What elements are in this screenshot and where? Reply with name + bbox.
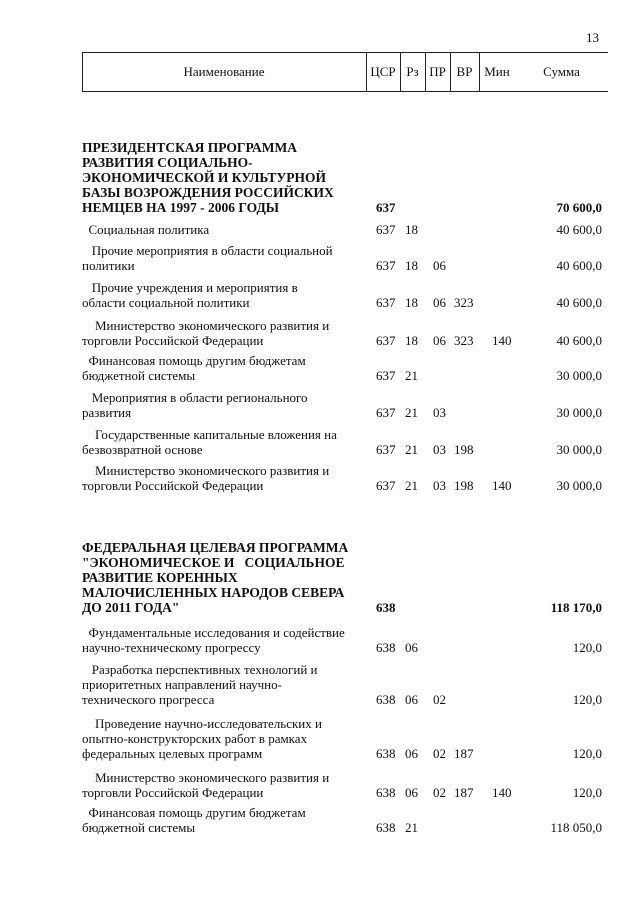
row-csr: 638 bbox=[376, 640, 396, 655]
row-name-line: технического прогресса bbox=[82, 692, 215, 707]
row-pr: 06 bbox=[433, 258, 446, 273]
row-name-line: РАЗВИТИЕ КОРЕННЫХ bbox=[82, 570, 238, 585]
row-name-line: области социальной политики bbox=[82, 295, 250, 310]
row-pr: 03 bbox=[433, 478, 446, 493]
row-csr: 637 bbox=[376, 333, 396, 348]
row-name-line: ДО 2011 ГОДА" bbox=[82, 600, 180, 615]
row-name-line: Мероприятия в области регионального bbox=[82, 390, 308, 405]
row-name-line: приоритетных направлений научно- bbox=[82, 677, 282, 692]
row-name-line: РАЗВИТИЯ СОЦИАЛЬНО- bbox=[82, 155, 253, 170]
row-name-line: Финансовая помощь другим бюджетам bbox=[82, 353, 306, 368]
row-name bbox=[82, 625, 366, 655]
row-name bbox=[82, 318, 366, 348]
row-name-line: Министерство экономического развития и bbox=[82, 770, 330, 785]
row-name-line: Прочие учреждения и мероприятия в bbox=[82, 280, 298, 295]
row-csr: 637 bbox=[376, 442, 396, 457]
row-sum: 40 600,0 bbox=[556, 295, 602, 310]
header-csr: ЦСР bbox=[370, 64, 396, 79]
row-name-line: Министерство экономического развития и bbox=[82, 463, 330, 478]
row-name bbox=[82, 390, 366, 420]
row-name-line: безвозвратной основе bbox=[82, 442, 203, 457]
row-vr: 323 bbox=[454, 333, 474, 348]
row-name bbox=[82, 243, 366, 273]
row-pr: 03 bbox=[433, 442, 446, 457]
row-name bbox=[82, 662, 366, 707]
row-rz: 21 bbox=[405, 442, 418, 457]
row-name bbox=[82, 427, 366, 457]
row-sum: 30 000,0 bbox=[556, 442, 602, 457]
row-sum: 120,0 bbox=[572, 692, 602, 707]
row-csr: 638 bbox=[376, 600, 396, 615]
row-rz: 06 bbox=[405, 692, 418, 707]
row-pr: 02 bbox=[433, 746, 446, 761]
row-vr: 198 bbox=[454, 478, 474, 493]
row-name-line: БАЗЫ ВОЗРОЖДЕНИЯ РОССИЙСКИХ bbox=[82, 185, 334, 200]
row-pr: 06 bbox=[433, 333, 446, 348]
row-sum: 30 000,0 bbox=[556, 405, 602, 420]
row-name bbox=[82, 222, 366, 237]
row-rz: 06 bbox=[405, 785, 418, 800]
row-name-line: НЕМЦЕВ НА 1997 - 2006 ГОДЫ bbox=[82, 200, 280, 215]
row-name-line: Финансовая помощь другим бюджетам bbox=[82, 805, 306, 820]
row-name-line: федеральных целевых программ bbox=[82, 746, 263, 761]
header-top-rule bbox=[82, 52, 608, 53]
row-pr: 02 bbox=[433, 785, 446, 800]
table-header bbox=[82, 52, 608, 92]
row-name-line: бюджетной системы bbox=[82, 368, 196, 383]
row-name-line: торговли Российской Федерации bbox=[82, 478, 264, 493]
row-rz: 21 bbox=[405, 405, 418, 420]
row-csr: 638 bbox=[376, 746, 396, 761]
row-name-line: бюджетной системы bbox=[82, 820, 196, 835]
header-vr: ВР bbox=[456, 64, 473, 79]
row-sum: 118 050,0 bbox=[550, 820, 602, 835]
row-csr: 637 bbox=[376, 368, 396, 383]
row-csr: 637 bbox=[376, 258, 396, 273]
row-name-line: Разработка перспективных технологий и bbox=[82, 662, 318, 677]
row-rz: 18 bbox=[405, 295, 418, 310]
row-name-line: Фундаментальные исследования и содействие bbox=[82, 625, 345, 640]
row-name bbox=[82, 463, 366, 493]
row-min: 140 bbox=[492, 478, 512, 493]
row-csr: 637 bbox=[376, 405, 396, 420]
row-name-line: ЭКОНОМИЧЕСКОЙ И КУЛЬТУРНОЙ bbox=[82, 170, 326, 185]
row-name-line: Прочие мероприятия в области социальной bbox=[82, 243, 333, 258]
row-vr: 187 bbox=[454, 746, 474, 761]
row-rz: 06 bbox=[405, 640, 418, 655]
row-sum: 40 600,0 bbox=[556, 333, 602, 348]
page-number: 13 bbox=[586, 30, 599, 45]
row-name-line: Социальная политика bbox=[82, 222, 210, 237]
row-sum: 70 600,0 bbox=[556, 200, 602, 215]
row-name-line: ФЕДЕРАЛЬНАЯ ЦЕЛЕВАЯ ПРОГРАММА bbox=[82, 540, 349, 555]
header-bottom-rule bbox=[82, 91, 608, 92]
row-name-line: политики bbox=[82, 258, 135, 273]
row-rz: 21 bbox=[405, 820, 418, 835]
row-csr: 637 bbox=[376, 478, 396, 493]
header-rz: Рз bbox=[406, 64, 419, 79]
row-name bbox=[82, 770, 366, 800]
row-name bbox=[82, 353, 366, 383]
header-name: Наименование bbox=[183, 64, 265, 79]
row-name bbox=[82, 140, 366, 215]
row-name-line: Министерство экономического развития и bbox=[82, 318, 330, 333]
row-name bbox=[82, 716, 366, 761]
row-vr: 198 bbox=[454, 442, 474, 457]
row-sum: 40 600,0 bbox=[556, 222, 602, 237]
row-csr: 638 bbox=[376, 692, 396, 707]
row-sum: 30 000,0 bbox=[556, 478, 602, 493]
row-csr: 637 bbox=[376, 295, 396, 310]
row-rz: 18 bbox=[405, 258, 418, 273]
row-rz: 21 bbox=[405, 368, 418, 383]
row-name-line: "ЭКОНОМИЧЕСКОЕ И СОЦИАЛЬНОЕ bbox=[82, 555, 345, 570]
row-name-line: МАЛОЧИСЛЕННЫХ НАРОДОВ СЕВЕРА bbox=[82, 585, 345, 600]
row-name-line: опытно-конструкторских работ в рамках bbox=[82, 731, 308, 746]
row-pr: 06 bbox=[433, 295, 446, 310]
row-rz: 18 bbox=[405, 222, 418, 237]
row-pr: 02 bbox=[433, 692, 446, 707]
row-name-line: ПРЕЗИДЕНТСКАЯ ПРОГРАММА bbox=[82, 140, 298, 155]
row-pr: 03 bbox=[433, 405, 446, 420]
row-min: 140 bbox=[492, 785, 512, 800]
header-sum: Сумма bbox=[543, 64, 580, 79]
row-csr: 637 bbox=[376, 200, 396, 215]
row-csr: 637 bbox=[376, 222, 396, 237]
header-min: Мин bbox=[484, 64, 510, 79]
row-sum: 118 170,0 bbox=[550, 600, 602, 615]
row-sum: 120,0 bbox=[572, 640, 602, 655]
row-csr: 638 bbox=[376, 785, 396, 800]
row-name-line: торговли Российской Федерации bbox=[82, 333, 264, 348]
row-min: 140 bbox=[492, 333, 512, 348]
row-name-line: Проведение научно-исследовательских и bbox=[82, 716, 322, 731]
row-vr: 187 bbox=[454, 785, 474, 800]
row-sum: 120,0 bbox=[572, 785, 602, 800]
row-name bbox=[82, 540, 366, 615]
row-name bbox=[82, 280, 366, 310]
row-name-line: развития bbox=[82, 405, 132, 420]
row-rz: 18 bbox=[405, 333, 418, 348]
row-name-line: Государственные капитальные вложения на bbox=[82, 427, 337, 442]
header-pr: ПР bbox=[429, 64, 446, 79]
row-rz: 06 bbox=[405, 746, 418, 761]
row-rz: 21 bbox=[405, 478, 418, 493]
row-sum: 120,0 bbox=[572, 746, 602, 761]
row-sum: 30 000,0 bbox=[556, 368, 602, 383]
row-name bbox=[82, 805, 366, 835]
row-csr: 638 bbox=[376, 820, 396, 835]
row-name-line: научно-техническому прогрессу bbox=[82, 640, 261, 655]
row-sum: 40 600,0 bbox=[556, 258, 602, 273]
row-vr: 323 bbox=[454, 295, 474, 310]
row-name-line: торговли Российской Федерации bbox=[82, 785, 264, 800]
